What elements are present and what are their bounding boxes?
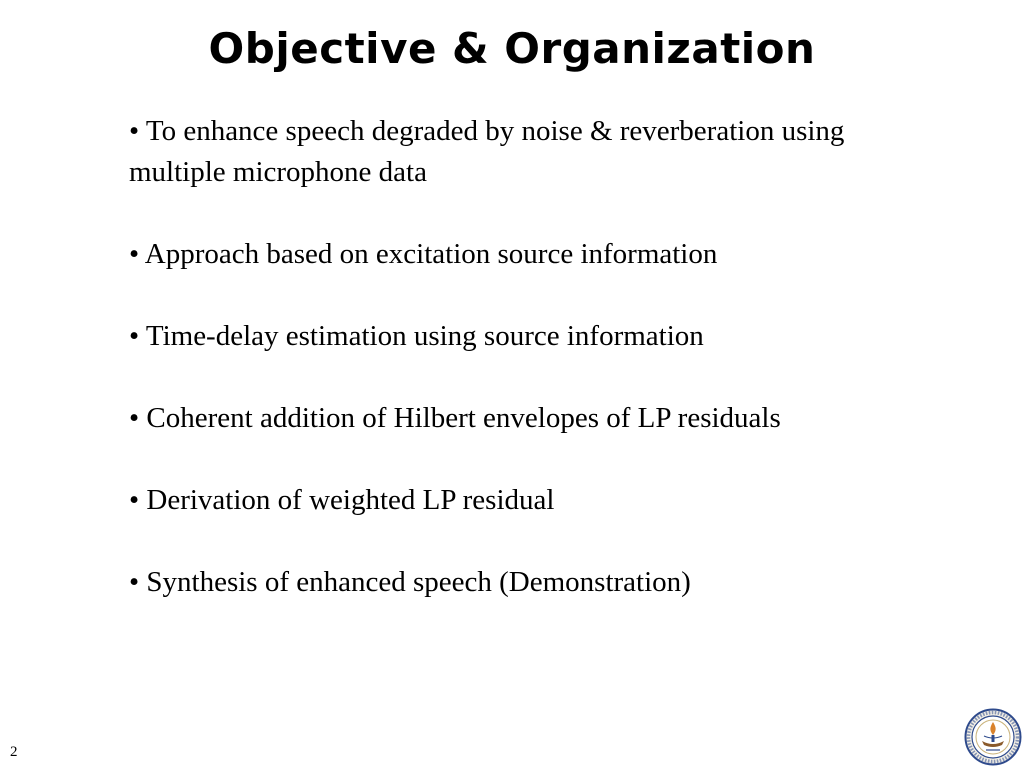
bullet-item: • Derivation of weighted LP residual [129,484,555,516]
slide-title: Objective & Organization [208,24,816,73]
bullet-item: • Approach based on excitation source information [129,238,718,270]
bullet-item: • Coherent addition of Hilbert envelopes of LP residuals [129,402,781,434]
bullet-item: • To enhance speech degraded by noise & reverberation using multiple microphone data [129,115,845,188]
page-number: 2 [10,744,18,760]
bullet-item: • Time-delay estimation using source information [129,320,704,352]
institute-seal-icon [964,708,1022,766]
bullet-item: • Synthesis of enhanced speech (Demonstration) [129,566,691,598]
bullet-list [129,111,919,644]
